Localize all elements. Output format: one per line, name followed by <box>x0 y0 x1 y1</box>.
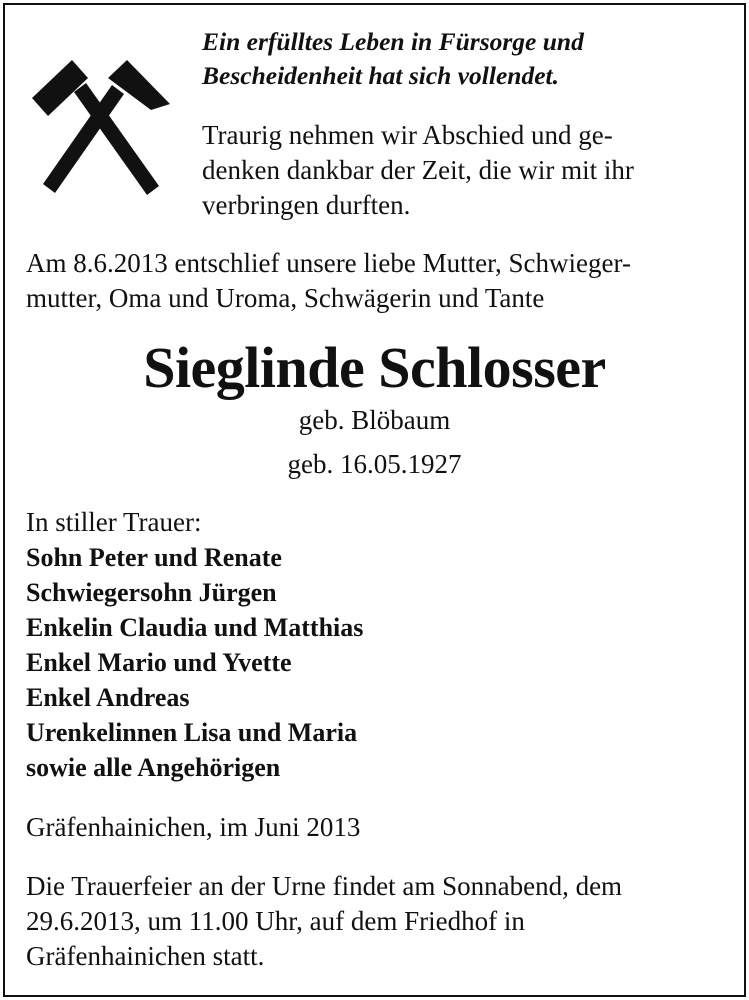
farewell-line: Traurig nehmen wir Abschied und ge- <box>202 120 613 150</box>
hammer-and-pick-icon <box>24 52 176 200</box>
birth-date: geb. 16.05.1927 <box>287 449 462 479</box>
funeral-line: Die Trauerfeier an der Urne findet am Sonnabend, dem <box>26 871 623 901</box>
farewell-line: verbringen durften. <box>202 190 411 220</box>
funeral-line: Gräfenhainichen statt. <box>26 941 265 971</box>
place-date: Gräfenhainichen, im Juni 2013 <box>26 812 361 842</box>
deceased-name: Sieglinde Schlosser <box>143 335 606 400</box>
mourner-line: Urenkelinnen Lisa und Maria <box>26 718 358 747</box>
death-notice-line: Am 8.6.2013 entschlief unsere liebe Mutter, Schwieger- <box>26 248 631 278</box>
motto-line: Ein erfülltes Leben in Fürsorge und <box>202 27 584 56</box>
mourner-line: Schwiegersohn Jürgen <box>26 578 277 607</box>
maiden-name: geb. Blöbaum <box>298 405 451 435</box>
funeral-line: 29.6.2013, um 11.00 Uhr, auf dem Friedhof in <box>26 906 525 936</box>
mourners-heading: In stiller Trauer: <box>26 507 202 537</box>
mourner-line: Enkel Mario und Yvette <box>26 648 292 677</box>
farewell-line: denken dankbar der Zeit, die wir mit ihr <box>202 155 634 185</box>
motto-line: Bescheidenheit hat sich vollendet. <box>202 61 559 90</box>
mourner-line: sowie alle Angehörigen <box>26 753 281 782</box>
mourner-line: Enkel Andreas <box>26 683 190 712</box>
death-notice-line: mutter, Oma und Uroma, Schwägerin und Tante <box>26 283 545 313</box>
mourner-line: Sohn Peter und Renate <box>26 543 282 572</box>
mourner-line: Enkelin Claudia und Matthias <box>26 613 364 642</box>
